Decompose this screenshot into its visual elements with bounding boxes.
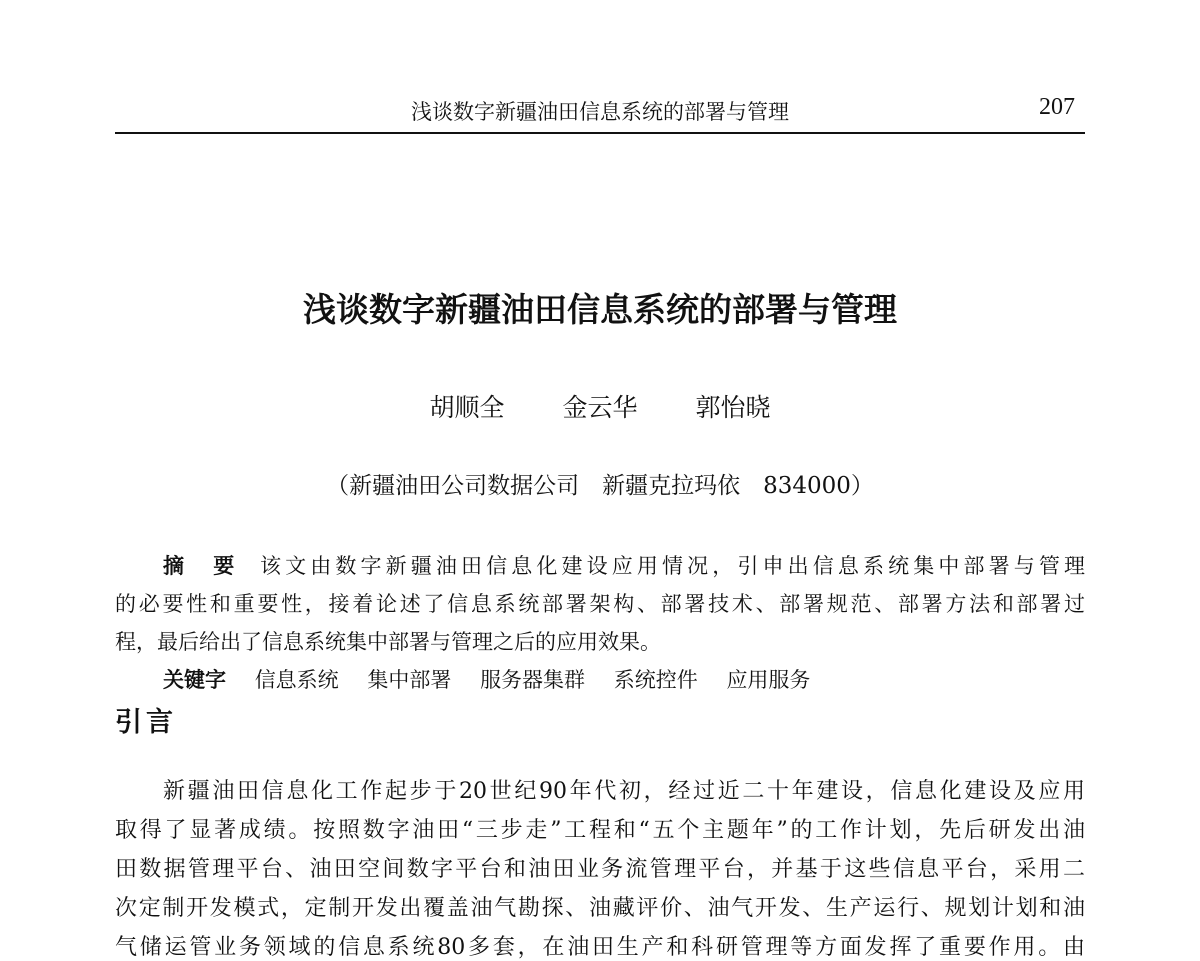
- affiliation: （新疆油田公司数据公司 新疆克拉玛依 834000）: [326, 473, 874, 499]
- author: 郭怡晓: [695, 393, 771, 422]
- body-line: 气储运管业务领域的信息系统80多套，在油田生产和科研管理等方面发挥了重要作用。由: [115, 935, 1085, 960]
- keywords: [115, 664, 1085, 694]
- keyword: 系统控件: [613, 668, 698, 692]
- authors: [0, 388, 1200, 424]
- abstract-label: 摘 要: [163, 554, 239, 578]
- keyword: 集中部署: [367, 668, 452, 692]
- header-rule: [115, 132, 1085, 134]
- body-line: 新疆油田信息化工作起步于20世纪90年代初，经过近二十年建设，信息化建设及应用: [163, 779, 1085, 804]
- paper-title: 浅谈数字新疆油田信息系统的部署与管理: [303, 290, 897, 329]
- keyword: 服务器集群: [480, 668, 586, 692]
- author: 金云华: [562, 393, 638, 422]
- page-number: 207: [1039, 94, 1075, 120]
- abstract-line: 摘 要 该文由数字新疆油田信息化建设应用情况，引申出信息系统集中部署与管理: [163, 554, 1086, 578]
- keyword: 应用服务: [726, 668, 811, 692]
- keyword: 信息系统: [254, 668, 339, 692]
- body-line: 次定制开发模式，定制开发出覆盖油气勘探、油藏评价、油气开发、生产运行、规划计划和油: [115, 896, 1085, 921]
- running-title: 浅谈数字新疆油田信息系统的部署与管理: [411, 100, 789, 124]
- section-heading: 引言: [115, 707, 177, 738]
- keywords-label: 关键字: [163, 668, 226, 692]
- author: 胡顺全: [429, 393, 505, 422]
- abstract-line: 的必要性和重要性，接着论述了信息系统部署架构、部署技术、部署规范、部署方法和部署过: [115, 592, 1085, 616]
- body-line: 取得了显著成绩。按照数字油田“三步走”工程和“五个主题年”的工作计划，先后研发出油: [115, 818, 1085, 843]
- body-line: 田数据管理平台、油田空间数字平台和油田业务流管理平台，并基于这些信息平台，采用二: [115, 857, 1085, 882]
- running-header: [115, 92, 1085, 126]
- abstract-line: 程，最后给出了信息系统集中部署与管理之后的应用效果。: [115, 630, 661, 654]
